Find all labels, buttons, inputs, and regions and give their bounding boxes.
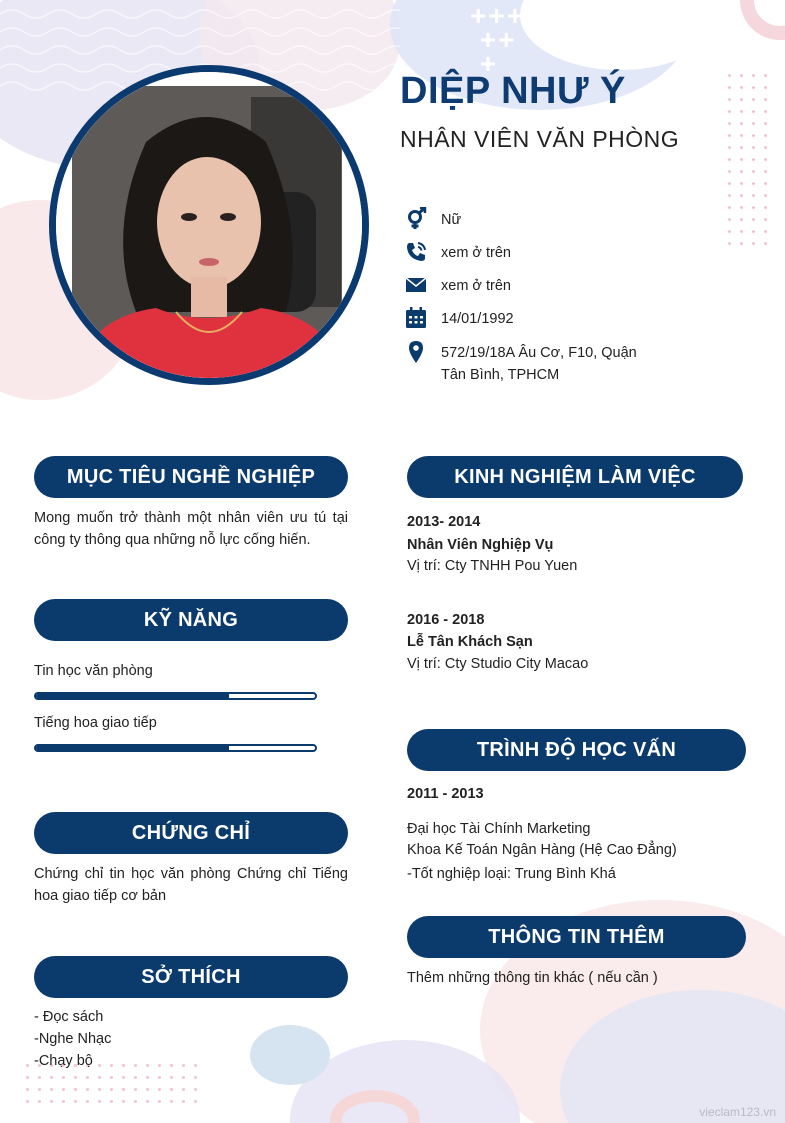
decor-dot	[728, 230, 731, 233]
decor-dot	[728, 242, 731, 245]
decor-dot	[110, 1100, 113, 1103]
gender-value: Nữ	[441, 212, 462, 228]
decor-dot	[728, 194, 731, 197]
decor-dot	[98, 1100, 101, 1103]
certificates-text: Chứng chỉ tin học văn phòng Chứng chỉ Tiếng hoa giao tiếp cơ bản	[34, 866, 348, 904]
decor-dot	[740, 134, 743, 137]
decor-dot	[182, 1100, 185, 1103]
decor-dot	[728, 110, 731, 113]
decor-dot	[764, 158, 767, 161]
decor-dot	[122, 1076, 125, 1079]
decor-dot	[146, 1064, 149, 1067]
skill-level-bar	[34, 692, 317, 700]
candidate-name: DIỆP NHƯ Ý	[400, 70, 626, 112]
decor-dot	[740, 194, 743, 197]
decor-dot	[170, 1088, 173, 1091]
decor-plus-pattern: +++ ++ +	[470, 0, 526, 79]
decor-dot	[158, 1100, 161, 1103]
decor-dot	[764, 218, 767, 221]
decor-dot	[752, 74, 755, 77]
decor-dot	[110, 1064, 113, 1067]
decor-dot	[158, 1076, 161, 1079]
decor-dot	[98, 1088, 101, 1091]
decor-dot	[26, 1100, 29, 1103]
section-heading-objective: MỤC TIÊU NGHỀ NGHIỆP	[34, 456, 348, 498]
decor-dot	[122, 1100, 125, 1103]
decor-dot	[728, 206, 731, 209]
hobby-item: - Đọc sách	[34, 1009, 104, 1025]
decor-dot	[740, 86, 743, 89]
profile-photo	[49, 65, 369, 385]
decor-dot	[740, 170, 743, 173]
decor-dot	[74, 1088, 77, 1091]
decor-dot	[62, 1088, 65, 1091]
decor-dot	[194, 1088, 197, 1091]
decor-ring	[740, 0, 785, 40]
decor-dot	[194, 1064, 197, 1067]
phone-icon	[404, 240, 428, 264]
decor-dot	[740, 146, 743, 149]
hobby-item: -Nghe Nhạc	[34, 1031, 112, 1047]
decor-dot	[170, 1064, 173, 1067]
decor-dot	[752, 86, 755, 89]
decor-dot	[740, 74, 743, 77]
decor-dot	[728, 86, 731, 89]
decor-dot	[728, 158, 731, 161]
decor-dot	[728, 122, 731, 125]
decor-dot	[26, 1088, 29, 1091]
hobby-item: -Chạy bộ	[34, 1053, 93, 1069]
decor-dot	[182, 1064, 185, 1067]
education-period: 2011 - 2013	[407, 786, 484, 802]
decor-dot	[752, 134, 755, 137]
decor-dot	[740, 122, 743, 125]
decor-dot	[146, 1088, 149, 1091]
decor-dot	[38, 1100, 41, 1103]
decor-dot	[764, 146, 767, 149]
experience-role: Nhân Viên Nghiệp Vụ	[407, 537, 554, 553]
phone-value: xem ở trên	[441, 245, 511, 261]
decor-dot	[740, 206, 743, 209]
decor-dot	[74, 1100, 77, 1103]
decor-dot	[98, 1064, 101, 1067]
skill-level-fill	[36, 746, 229, 750]
decor-dot	[50, 1100, 53, 1103]
decor-dot	[740, 218, 743, 221]
decor-dot	[740, 182, 743, 185]
decor-dot	[134, 1064, 137, 1067]
location-pin-icon	[404, 340, 428, 364]
decor-dot	[110, 1076, 113, 1079]
decor-dot	[728, 74, 731, 77]
decor-dot	[764, 86, 767, 89]
experience-place: Vị trí: Cty Studio City Macao	[407, 656, 589, 672]
section-heading-extra-info: THÔNG TIN THÊM	[407, 916, 746, 958]
decor-dot	[740, 110, 743, 113]
decor-dot	[728, 146, 731, 149]
decor-dot	[134, 1100, 137, 1103]
decor-dot	[752, 230, 755, 233]
decor-dot	[764, 230, 767, 233]
decor-dot	[740, 158, 743, 161]
decor-blob	[250, 1025, 330, 1085]
decor-dot	[752, 218, 755, 221]
education-grade: -Tốt nghiệp loại: Trung Bình Khá	[407, 866, 616, 882]
decor-dot	[158, 1064, 161, 1067]
education-school: Đại học Tài Chính Marketing	[407, 821, 591, 837]
decor-dot	[146, 1076, 149, 1079]
decor-dot	[740, 98, 743, 101]
decor-dot	[728, 218, 731, 221]
decor-dot	[194, 1100, 197, 1103]
decor-dot	[86, 1088, 89, 1091]
decor-dot	[728, 170, 731, 173]
decor-dot	[740, 242, 743, 245]
skill-level-bar	[34, 744, 317, 752]
decor-dot	[86, 1100, 89, 1103]
watermark: vieclam123.vn	[699, 1105, 776, 1119]
decor-dot	[62, 1100, 65, 1103]
decor-dot	[752, 206, 755, 209]
section-heading-skills: KỸ NĂNG	[34, 599, 348, 641]
experience-period: 2016 - 2018	[407, 612, 485, 628]
decor-dot	[146, 1100, 149, 1103]
decor-dot	[728, 182, 731, 185]
decor-dot	[194, 1076, 197, 1079]
decor-dot	[38, 1088, 41, 1091]
decor-dot	[50, 1088, 53, 1091]
decor-dot	[764, 170, 767, 173]
decor-dot	[122, 1064, 125, 1067]
decor-dot	[764, 206, 767, 209]
decor-dot	[182, 1076, 185, 1079]
education-major: Khoa Kế Toán Ngân Hàng (Hệ Cao Đẳng)	[407, 842, 677, 858]
extra-info-text: Thêm những thông tin khác ( nếu cần )	[407, 970, 658, 986]
decor-dot	[752, 182, 755, 185]
decor-dot	[752, 98, 755, 101]
skill-label: Tiếng hoa giao tiếp	[34, 715, 157, 731]
decor-dots	[728, 74, 778, 254]
decor-dot	[50, 1076, 53, 1079]
section-heading-certificates: CHỨNG CHỈ	[34, 812, 348, 854]
decor-dot	[752, 146, 755, 149]
birthday-value: 14/01/1992	[441, 311, 514, 327]
decor-dot	[764, 98, 767, 101]
section-heading-hobbies: SỞ THÍCH	[34, 956, 348, 998]
decor-dot	[170, 1100, 173, 1103]
gender-icon	[404, 207, 428, 231]
skill-level-fill	[36, 694, 229, 698]
decor-dot	[752, 242, 755, 245]
experience-period: 2013- 2014	[407, 514, 481, 530]
decor-dot	[98, 1076, 101, 1079]
decor-dot	[26, 1076, 29, 1079]
decor-dot	[764, 110, 767, 113]
decor-dot	[764, 194, 767, 197]
decor-dot	[728, 134, 731, 137]
address-line-2: Tân Bình, TPHCM	[441, 367, 560, 383]
objective-text: Mong muốn trở thành một nhân viên ưu tú tại công ty thông qua những nỗ lực cống hiến.	[34, 510, 348, 548]
decor-dot	[764, 242, 767, 245]
experience-role: Lễ Tân Khách Sạn	[407, 634, 533, 650]
decor-dot	[764, 74, 767, 77]
email-value: xem ở trên	[441, 278, 511, 294]
decor-dot	[752, 158, 755, 161]
decor-dot	[764, 122, 767, 125]
section-heading-experience: KINH NGHIỆM LÀM VIỆC	[407, 456, 743, 498]
decor-dot	[110, 1088, 113, 1091]
decor-dot	[134, 1088, 137, 1091]
email-icon	[404, 273, 428, 297]
job-title: NHÂN VIÊN VĂN PHÒNG	[400, 126, 680, 152]
section-heading-education: TRÌNH ĐỘ HỌC VẤN	[407, 729, 746, 771]
decor-dot	[122, 1088, 125, 1091]
decor-dot	[74, 1076, 77, 1079]
decor-dot	[158, 1088, 161, 1091]
address-line-1: 572/19/18A Âu Cơ, F10, Quận	[441, 345, 637, 361]
decor-dot	[752, 110, 755, 113]
decor-dot	[740, 230, 743, 233]
decor-dot	[728, 98, 731, 101]
decor-dot	[752, 194, 755, 197]
decor-dot	[170, 1076, 173, 1079]
decor-dot	[764, 182, 767, 185]
decor-dot	[26, 1064, 29, 1067]
decor-dot	[86, 1076, 89, 1079]
decor-dot	[62, 1076, 65, 1079]
decor-dot	[134, 1076, 137, 1079]
decor-dot	[764, 134, 767, 137]
portrait-illustration	[56, 72, 362, 378]
decor-dot	[752, 170, 755, 173]
skill-label: Tin học văn phòng	[34, 663, 153, 679]
calendar-icon	[404, 306, 428, 330]
decor-dot	[38, 1076, 41, 1079]
decor-dot	[182, 1088, 185, 1091]
experience-place: Vị trí: Cty TNHH Pou Yuen	[407, 558, 578, 574]
decor-dot	[752, 122, 755, 125]
